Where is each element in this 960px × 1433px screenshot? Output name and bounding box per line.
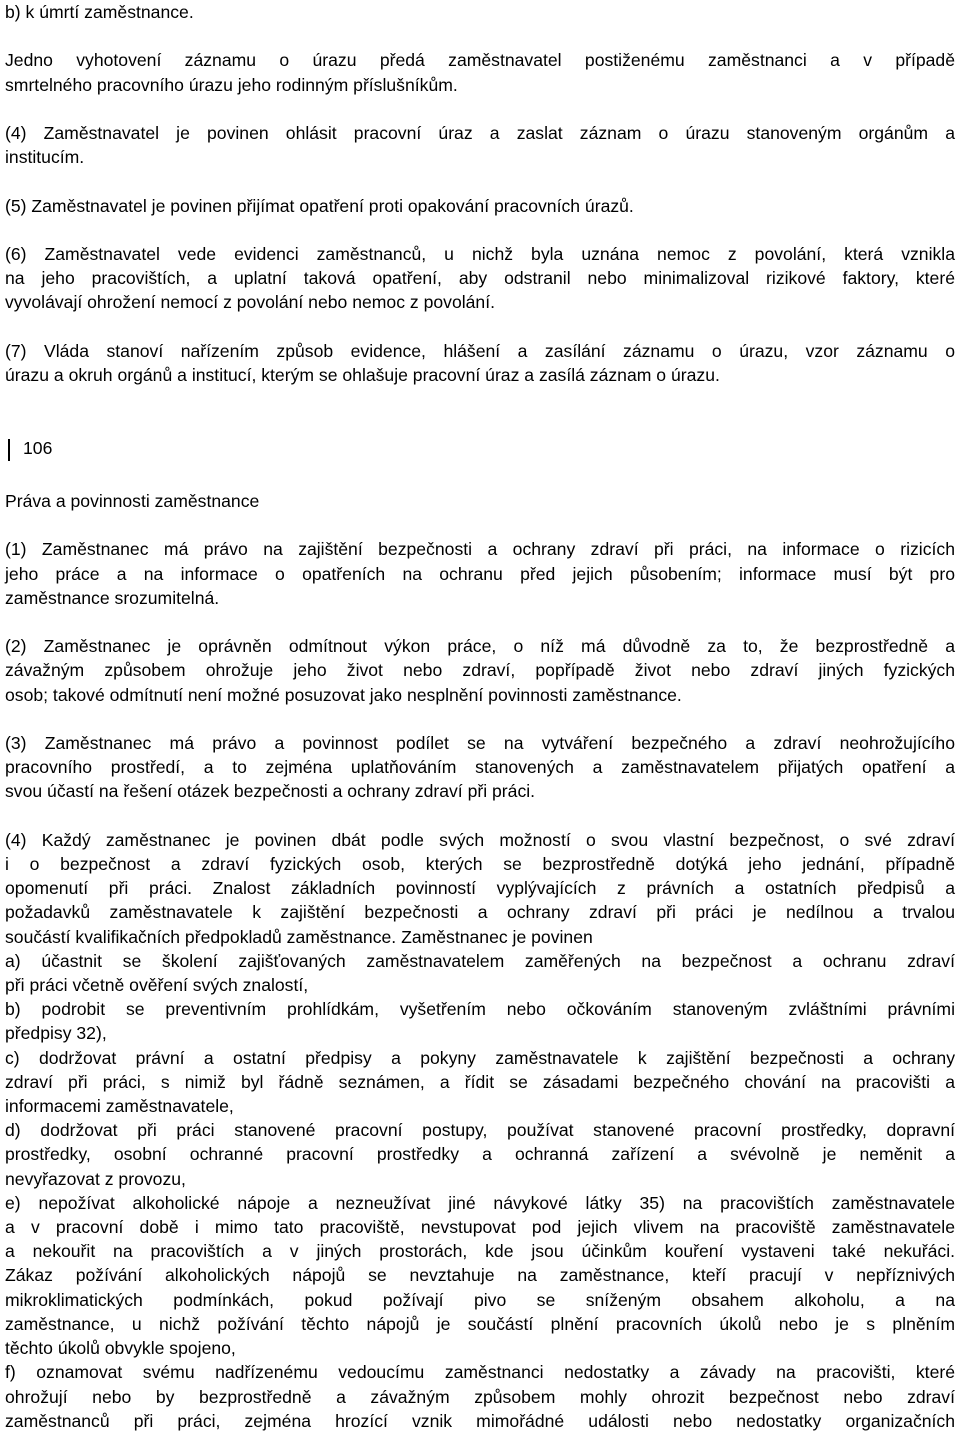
text-line: (4) Zaměstnavatel je povinen ohlásit pracovní úraz a zaslat záznam o úrazu stanoveným orgánům a (5, 122, 955, 143)
paragraph-7-government (5, 339, 955, 387)
section-sign-icon (5, 439, 13, 461)
text-line: požadavků zaměstnavatele k zajištění bezpečnosti a ochrany zdraví při práci je nedílnou a trvalou (5, 902, 955, 923)
text-line: Zákaz požívání alkoholických nápojů se nevztahuje na zaměstnance, kteří pracují v nepříznivých (5, 1265, 955, 1286)
text-line: smrtelného pracovního úrazu jeho rodinným příslušníkům. (5, 74, 458, 95)
text-line: na jeho pracovištích, a uplatní taková opatření, aby odstranil nebo minimalizoval rizikové faktory, které (5, 268, 955, 289)
list-item-b: b) k úmrtí zaměstnance. (5, 2, 194, 22)
text-line: svou účastí na řešení otázek bezpečnosti a ochrany zdraví při práci. (5, 781, 536, 802)
text-line: vyvolávají ohrožení nemocí z povolání nebo nemoc z povolání. (5, 292, 495, 313)
list-item-a: a) účastnit se školení zajišťovaných zaměstnavatelem zaměřených na bezpečnost a ochranu zdraví (5, 950, 955, 971)
text-line: zaměstnanců při práci, zejména hrozící vznik mimořádné události nebo nedostatky organizačních (5, 1410, 955, 1431)
text-line: předpisy 32), (5, 1023, 107, 1044)
paragraph-4-duties (5, 828, 955, 1433)
text-line: a v pracovní době i mimo tato pracoviště, nevstupovat pod jejich vlivem na pracoviště zaměstnavatele (5, 1217, 955, 1238)
text-line: (4) Každý zaměstnanec je povinen dbát podle svých možností o svou vlastní bezpečnost, o své zdraví (5, 829, 955, 850)
list-item-f: f) oznamovat svému nadřízenému vedoucímu zaměstnanci nedostatky a závady na pracovišti, které (5, 1362, 955, 1383)
list-item-b: b) podrobit se preventivním prohlídkám, vyšetřením nebo očkováním stanoveným zvláštními právními (5, 999, 955, 1020)
list-item-d: d) dodržovat při práci stanovené pracovní postupy, používat stanovené pracovní prostředky, dopravní (5, 1120, 955, 1141)
text-line: Jedno vyhotovení záznamu o úrazu předá zaměstnavatel postiženému zaměstnanci a v případě (5, 50, 955, 71)
paragraph-3-participation (5, 731, 955, 804)
text-line: informacemi zaměstnavatele, (5, 1096, 234, 1117)
text-line: (2) Zaměstnanec je oprávněn odmítnout výkon práce, o níž má důvodně za to, že bezprostředně a (5, 636, 955, 657)
section-title: Práva a povinnosti zaměstnance (5, 491, 260, 512)
text-line: zaměstnance, u nichž požívání těchto nápojů je součástí plnění pracovních úkolů nebo je s plněním (5, 1313, 955, 1334)
text-line: pracovního prostředí, a to zejména uplatňováním stanovených a zaměstnavatelem přijatých opatření a (5, 757, 955, 778)
paragraph-4-report (5, 121, 955, 169)
paragraph-6-records (5, 242, 955, 315)
text-line: opomenutí při práci. Znalost základních povinností vyplývajících z právních a ostatních předpisů a (5, 878, 955, 899)
text-line: těchto úkolů obvykle spojeno, (5, 1338, 236, 1359)
list-item-e: e) nepožívat alkoholické nápoje a nezneužívat jiné návykové látky 35) na pracovištích zaměstnavatele (5, 1192, 955, 1213)
section-number: 106 (23, 437, 53, 458)
text-line: a nekouřit na pracovištích a v jiných prostorách, kde jsou účinkům kouření vystaveni také nekuřáci. (5, 1241, 955, 1262)
list-item-c: c) dodržovat právní a ostatní předpisy a pokyny zaměstnavatele k zajištění bezpečnosti a ochrany (5, 1047, 955, 1068)
text-line: úrazu a okruh orgánů a institucí, kterým se ohlašuje pracovní úraz a zasílá záznam o úrazu. (5, 364, 720, 385)
text-line: zaměstnance srozumitelná. (5, 587, 220, 608)
text-line: (3) Zaměstnanec má právo a povinnost podílet se na vytváření bezpečného a zdraví neohrožujícího (5, 733, 955, 754)
paragraph-copy-record (5, 48, 955, 96)
text-line: zdraví při práci, s nimiž byl řádně seznámen, a řídit se zásadami bezpečného chování na pracovišti a (5, 1071, 955, 1092)
text-line: při práci včetně ověření svých znalostí, (5, 975, 309, 996)
text-line: ohrožují nebo by bezprostředně a závažným způsobem mohly ohrozit bezpečnost nebo zdraví (5, 1386, 955, 1407)
text-line: (7) Vláda stanoví nařízením způsob evidence, hlášení a zasílání záznamu o úrazu, vzor záznamu o (5, 340, 955, 361)
paragraph-2-refuse (5, 634, 955, 707)
text-line: i o bezpečnost a zdraví fyzických osob, kterých se bezprostředně dotýká jeho jednání, případně (5, 854, 955, 875)
paragraph-5-measures (5, 194, 955, 218)
text-line: součástí kvalifikačních předpokladů zaměstnance. Zaměstnanec je povinen (5, 926, 593, 947)
text-line: (1) Zaměstnanec má právo na zajištění bezpečnosti a ochrany zdraví při práci, na informace o rizicích (5, 539, 955, 560)
section-heading (5, 436, 955, 465)
text-line: (6) Zaměstnavatel vede evidenci zaměstnanců, u nichž byla uznána nemoc z povolání, která vznikla (5, 243, 955, 264)
text-line: osob; takové odmítnutí není možné posuzovat jako nesplnění povinnosti zaměstnance. (5, 684, 682, 705)
text-line: mikroklimatických podmínkách, pokud požívají pivo se sníženým obsahem alkoholu, a na (5, 1289, 955, 1310)
document-page (5, 0, 955, 1433)
text-line: institucím. (5, 147, 85, 168)
text-line: nevyřazovat z provozu, (5, 1168, 186, 1189)
section-number-line (5, 436, 52, 460)
paragraph-1-rights (5, 537, 955, 610)
text-line: (5) Zaměstnavatel je povinen přijímat opatření proti opakování pracovních úrazů. (5, 195, 634, 216)
text-line: jeho práce a na informace o opatřeních na ochranu před jejich působením; informace musí být pro (5, 563, 955, 584)
text-line: prostředky, osobní ochranné pracovní prostředky a ochranná zařízení a svévolně je neměnit a (5, 1144, 955, 1165)
text-line: závažným způsobem ohrožuje jeho život nebo zdraví, popřípadě život nebo zdraví jiných fyzických (5, 660, 955, 681)
